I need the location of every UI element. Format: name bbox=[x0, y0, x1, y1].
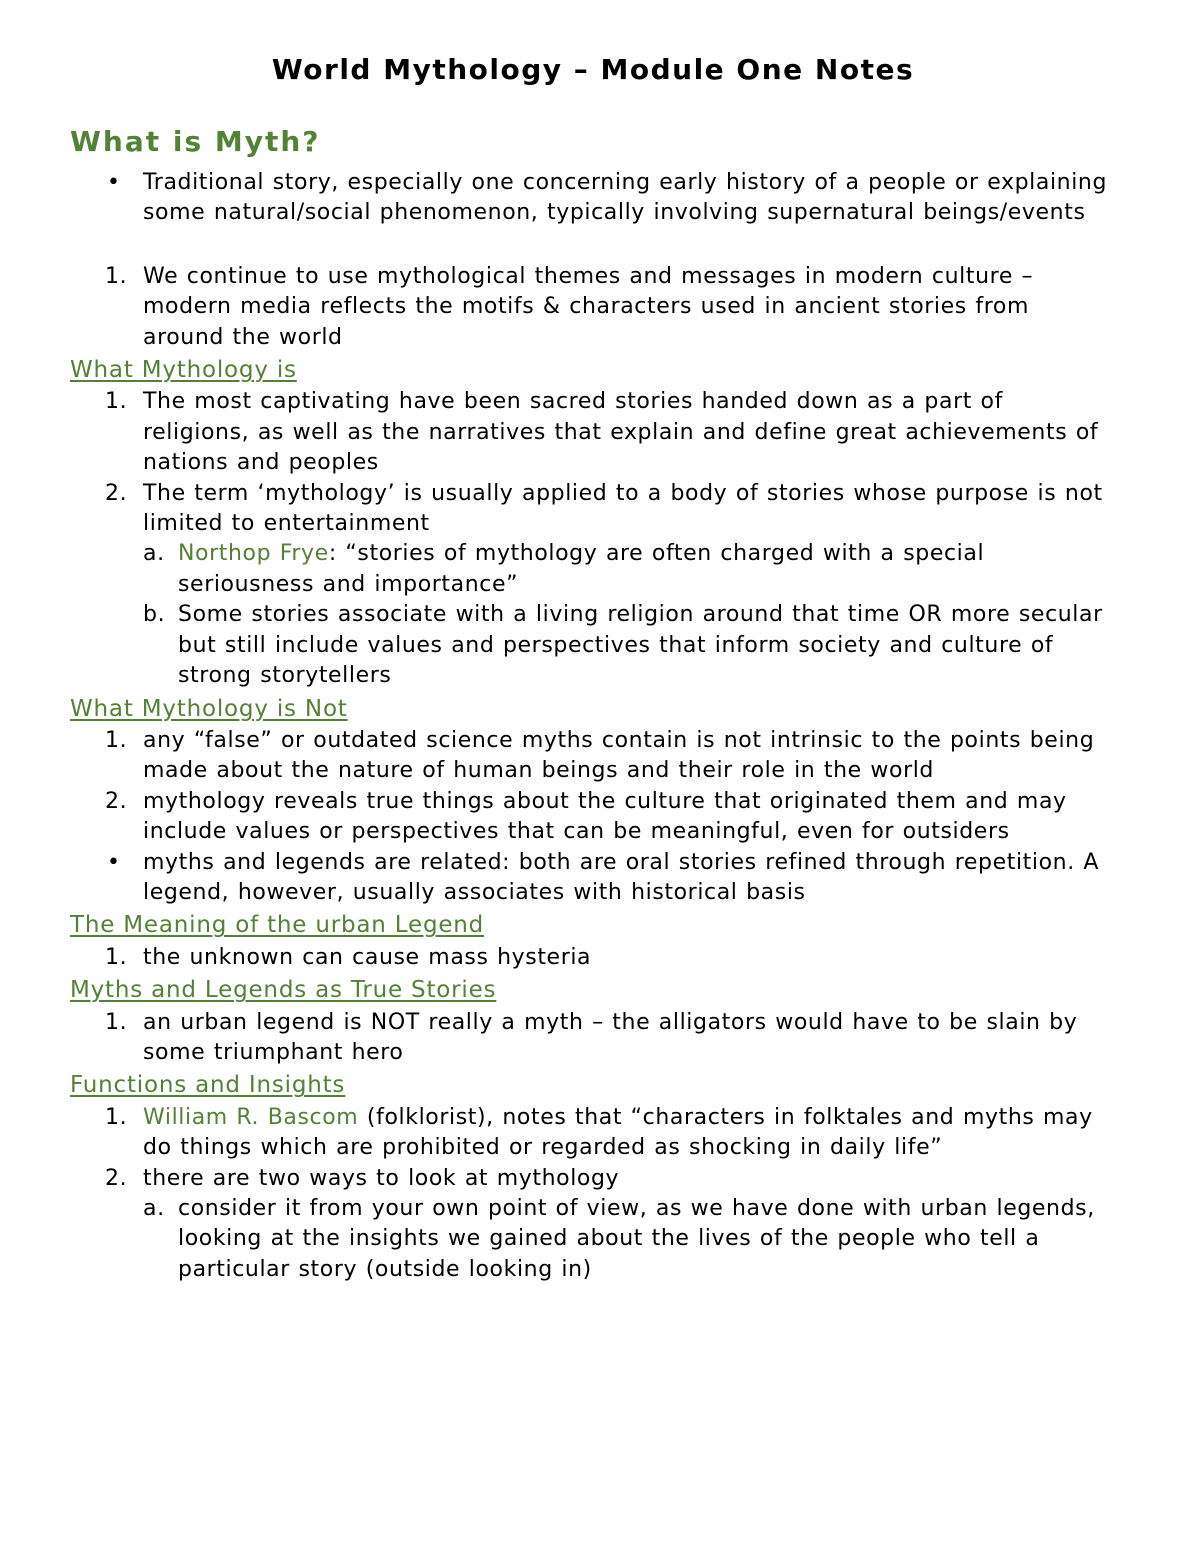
item-text: The most captivating have been sacred stories handed down as a part of religions, as well as the narratives that explain and define great achievements of nations and peoples bbox=[143, 389, 1099, 476]
list-item bbox=[70, 848, 1116, 909]
letter-marker: a. bbox=[143, 1196, 165, 1221]
number-marker: 2. bbox=[105, 788, 128, 814]
item-text: any “false” or outdated science myths contain is not intrinsic to the points being made about the nature of human beings and their role in the world bbox=[143, 727, 1095, 784]
number-marker: 2. bbox=[105, 1165, 128, 1191]
section-heading-functions-and-insights: Functions and Insights bbox=[70, 1072, 346, 1099]
list-item bbox=[70, 262, 1116, 353]
list-item bbox=[70, 726, 1116, 787]
list-item bbox=[70, 600, 1116, 691]
bullet-marker: • bbox=[107, 849, 121, 875]
item-text: We continue to use mythological themes and messages in modern culture – modern media reflects the motifs & characters used in ancient stories from around the world bbox=[143, 263, 1034, 350]
section-heading-what-mythology-is-not: What Mythology is Not bbox=[70, 695, 348, 722]
section-heading-myths-legends-true-stories: Myths and Legends as True Stories bbox=[70, 977, 497, 1004]
number-marker: 1. bbox=[105, 263, 128, 289]
list-item bbox=[70, 1164, 1116, 1194]
list-item bbox=[70, 479, 1116, 540]
list-item bbox=[70, 787, 1116, 848]
letter-marker: a. bbox=[143, 541, 165, 567]
section-heading-what-mythology-is: What Mythology is bbox=[70, 357, 297, 384]
list-item bbox=[70, 1103, 1116, 1164]
number-marker: 1. bbox=[105, 944, 128, 970]
item-text: Traditional story, especially one concerning early history of a people or explaining some natural/social phenomenon, typically involving supernatural beings/events bbox=[143, 170, 1108, 226]
list-item bbox=[70, 387, 1116, 478]
number-marker: 1. bbox=[105, 389, 128, 415]
item-text bbox=[143, 1105, 1093, 1160]
section-heading-meaning-of-urban-legend: The Meaning of the urban Legend bbox=[70, 912, 485, 939]
item-text: the unknown can cause mass hysteria bbox=[143, 944, 592, 970]
list-item bbox=[70, 943, 1116, 973]
inline-name-northop-frye: Northop Frye bbox=[178, 541, 329, 567]
list-item bbox=[70, 1008, 1116, 1069]
number-marker: 2. bbox=[105, 480, 128, 506]
item-text: The term ‘mythology’ is usually applied to a body of stories whose purpose is not limited to entertainment bbox=[143, 480, 1103, 537]
item-text: consider it from your own point of view, as we have done with urban legends, looking at the insights we gained about the lives of the people who tell a particular story (outside looking in) bbox=[178, 1196, 1095, 1282]
item-text: there are two ways to look at mythology bbox=[143, 1165, 620, 1191]
item-text: an urban legend is NOT really a myth – the alligators would have to be slain by some triumphant hero bbox=[143, 1009, 1078, 1065]
item-text-rest: (folklorist), notes that “characters in folktales and myths may do things which are prohibited or regarded as shocking in daily life” bbox=[143, 1104, 1093, 1161]
document-title: World Mythology – Module One Notes bbox=[271, 53, 915, 86]
item-text bbox=[178, 541, 984, 596]
item-text: mythology reveals true things about the culture that originated them and may include values or perspectives that can be meaningful, even for outsiders bbox=[143, 788, 1067, 845]
section-heading-what-is-myth: What is Myth? bbox=[70, 125, 321, 158]
item-text-rest: : “stories of mythology are often charged with a special seriousness and importance” bbox=[178, 541, 985, 597]
number-marker: 1. bbox=[105, 727, 128, 753]
list-item bbox=[70, 168, 1116, 229]
list-item bbox=[70, 539, 1116, 600]
item-text: Some stories associate with a living religion around that time OR more secular but still include values and perspectives that inform society and culture of strong storytellers bbox=[178, 602, 1103, 689]
number-marker: 1. bbox=[105, 1104, 128, 1130]
item-text: myths and legends are related: both are oral stories refined through repetition. A legend, however, usually associates with historical basis bbox=[143, 849, 1100, 905]
inline-name-william-bascom: William R. Bascom bbox=[143, 1104, 359, 1130]
bullet-marker: • bbox=[107, 170, 121, 195]
letter-marker: b. bbox=[143, 602, 166, 628]
list-item bbox=[70, 1194, 1116, 1285]
number-marker: 1. bbox=[105, 1009, 128, 1035]
